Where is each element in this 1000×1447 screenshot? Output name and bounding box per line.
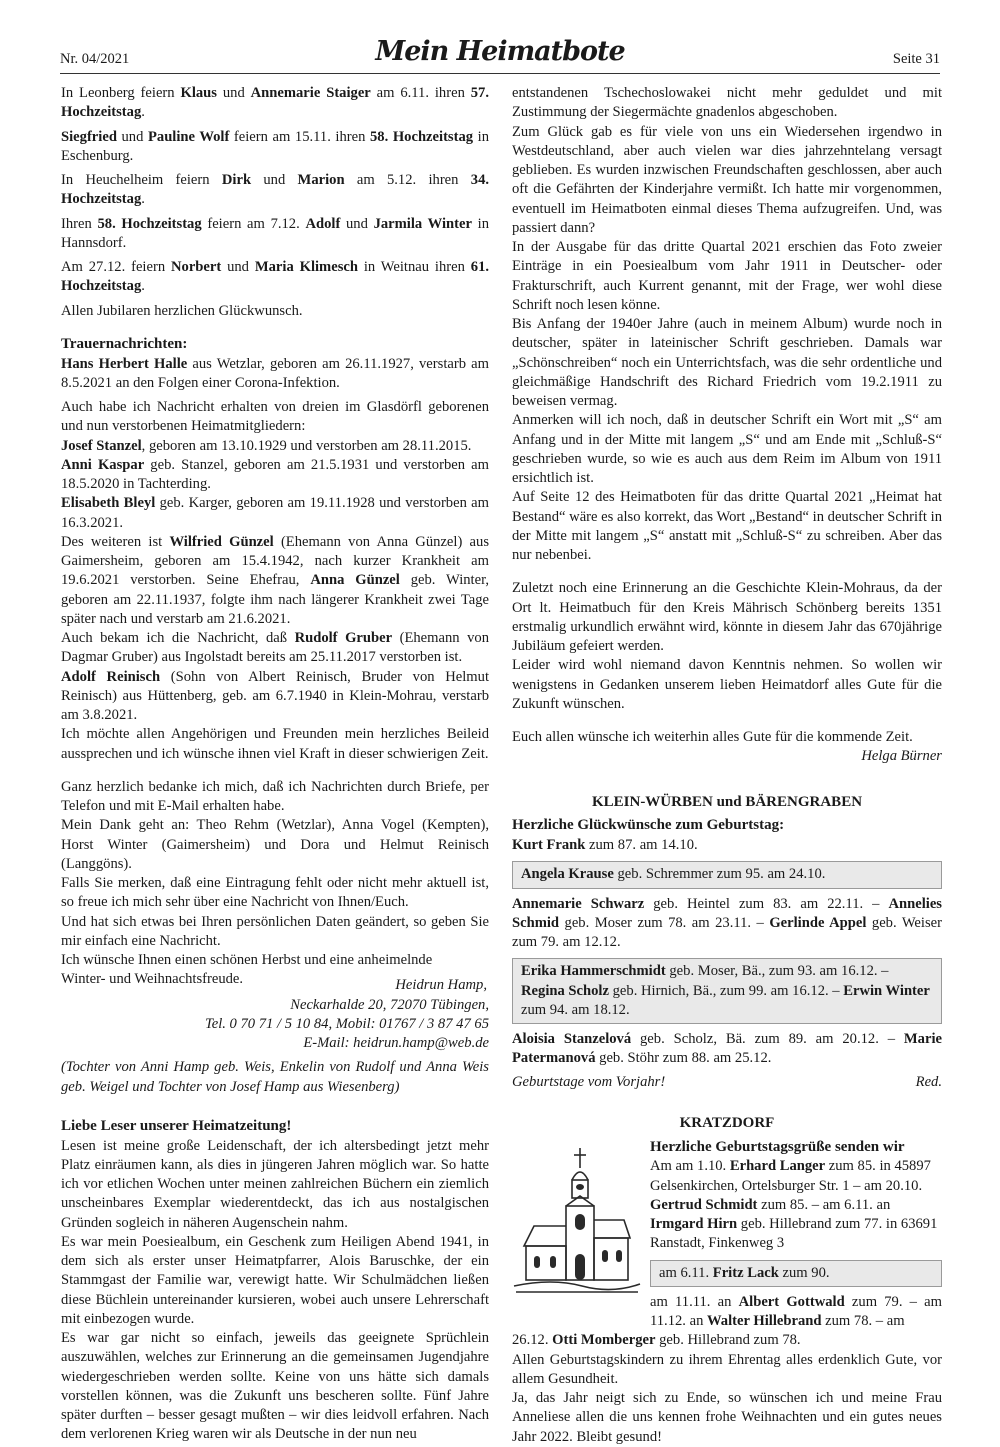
obituaries-heading: Trauernachrichten: xyxy=(61,335,188,352)
article-cont-4: Bis Anfang der 1940er Jahre (auch in meinem Album) wurde noch in deutscher, später in lateinischer Schrift geschrieben. Damals war „Schönschreiben“ noch ein Unterrichtsfach, was die sehr ordentliche und gleichmäßige Handschrift des Richard Friedrich vom 19.2.1911 zu beweisen vermag. xyxy=(512,316,942,409)
season-greeting-end: Winter- und Weihnachtsfreude. xyxy=(61,971,244,988)
birthday-list-1: Annemarie Schwarz geb. Heintel zum 83. am 22.11. – Annelies Schmid geb. Moser zum 78. am 23.11. – Gerlinde Appel geb. Weiser zum 79. am 12.12. xyxy=(512,895,942,951)
article-cont-8: Leider wird wohl niemand davon Kenntnis nehmen. So wollen wir wenigstens in Gedanken unserem lieben Heimatdorf alles Gute für die Zukunft wünschen. xyxy=(512,657,942,712)
thanks-intro: Ganz herzlich bedanke ich mich, daß ich Nachrichten durch Briefe, per Telefon und mit E-Mail erhalten habe. xyxy=(61,778,489,815)
kratzdorf-birthdays-2: am 11.11. an Albert Gottwald zum 79. – am 11.12. an Walter Hillebrand zum 78. – am xyxy=(650,1293,943,1330)
kratzdorf-block xyxy=(512,1138,942,1332)
season-greeting-line xyxy=(61,970,489,995)
birthday-frank: Kurt Frank zum 87. am 14.10. xyxy=(512,837,698,854)
right-column xyxy=(512,84,942,1447)
anniversary-wolf: Siegfried und Pauline Wolf feiern am 15.11. ihren 58. Hochzeitstag in Eschenburg. xyxy=(61,128,490,164)
editor-mark: Red. xyxy=(915,1073,942,1090)
church-icon xyxy=(512,1146,642,1296)
article-cont-7: Zuletzt noch eine Erinnerung an die Geschichte Klein-Mohraus, da der Ort lt. Heimatbuch für den Kreis Mährisch Schönberg bereits 1351 erstmalig urkundlich erwähnt wird, könnte in diesem Jahr das 670jährige Jubiläum gefeiert werden. xyxy=(512,580,942,654)
obituary-reinisch: Adolf Reinisch (Sohn von Albert Reinisch, Bruder von Helmut Reinisch) aus Hüttenberg, geb. am 6.7.1940 in Klein-Mohrau, verstarb am 3.8.2021. xyxy=(61,668,490,724)
page-number: Seite 31 xyxy=(892,51,940,67)
obituary-guenzel: Des weiteren ist Wilfried Günzel (Ehemann von Anna Günzel) aus Gaimersheim, geboren am 15.4.1942, nach kurzer Krankheit am 19.6.2021 verstorben. Seine Ehefrau, Anna Günzel geb. Winter, geboren am 22.11.1937, folgte ihm nach längerer Krankheit zwei Tage später nach und verstarb am 21.6.2021. xyxy=(61,533,490,627)
article-cont-5: Anmerken will ich noch, daß in deutscher Schrift ein Wort mit „S“ am Anfang und in der Mitte mit langem „S“ und am Ende mit „Schluß-S“ geschrieben wurde, so wie es auch aus dem Reim im Album von 1911 ersichtlich ist. xyxy=(512,412,942,486)
article-cont-2: Zum Glück gab es für viele von uns ein Wiedersehen irgendwo in Westdeutschland, aber auch vielen war dies jahrzehntelang versagt geblieben. Es wurden inzwischen Freundschaften geschlossen, aber auch oft die Gefährten der Kinderjahre vermißt. Ich hatte mir vorgenommen, eventuell im Heimatboten einmal dieses Thema aufzugreifen. Und, was passiert dann? xyxy=(512,123,942,236)
signature-phone: Tel. 0 70 71 / 5 10 84, Mobil: 01767 / 3 87 47 65 xyxy=(204,1015,489,1032)
readers-heading: Liebe Leser unserer Heimatzeitung! xyxy=(61,1117,292,1134)
signature-address: Neckarhalde 20, 72070 Tübingen, xyxy=(290,996,489,1013)
obituary-kaspar: Anni Kaspar geb. Stanzel, geboren am 21.5.1931 und verstorben am 18.5.2020 in Tachterding. xyxy=(61,456,489,493)
birthday-box-krause: Angela Krause geb. Schremmer zum 95. am 24.10. xyxy=(512,861,942,888)
signature-note: (Tochter von Anni Hamp geb. Weis, Enkelin von Rudolf und Anna Weis geb. Weigel und Tochter von Josef Hamp aus Wiesenberg) xyxy=(61,1059,489,1095)
birthday-box-lack: am 6.11. Fritz Lack zum 90. xyxy=(650,1260,942,1287)
readers-paragraph-3: Es war gar nicht so einfach, jeweils das geeignete Sprüchlein auszuwählen, welches zur Erinnerung an die gemeinsamen Jugendjahre wiedergeschrieben werden sollte. Keine von uns hätte sich damals vorstellen können, was die Zukunft uns bescheren sollte. Fünf Jahre später durften – besser gesagt mußten – wir dies leidvoll erfahren. Nach dem verlorenen Krieg waren wir als Deutsche in der nun neu xyxy=(61,1330,489,1443)
article-cont-3: In der Ausgabe für das dritte Quartal 2021 erschien das Foto zweier Einträge in ein Poesiealbum vom Jahr 1911 in Deutscher- oder Frakturschrift, auch Kurrent genannt, mit der Frage, wer wohl diese Schrift noch lesen könne. xyxy=(512,239,942,313)
kleinwuerben-heading: KLEIN-WÜRBEN und BÄRENGRABEN xyxy=(591,793,863,810)
anniversary-winter: Ihren 58. Hochzeitstag feiern am 7.12. Adolf und Jarmila Winter in Hannsdorf. xyxy=(61,215,489,251)
anniversary-dirk-marion: In Heuchelheim feiern Dirk und Marion am 5.12. ihren 34. Hochzeitstag. xyxy=(61,172,490,208)
anniversary-klimesch: Am 27.12. feiern Norbert und Maria Klimesch in Weitnau ihren 61. Hochzeitstag. xyxy=(61,259,490,295)
kleinwuerben-footer xyxy=(512,1073,942,1092)
kratzdorf-season-greeting: Ja, das Jahr neigt sich zu Ende, so wünschen ich und meine Frau Anneliese allen die uns kennen frohe Weihnachten und ein gutes neues Jahr 2022. Bleibt gesund! xyxy=(512,1390,942,1445)
condolence: Ich möchte allen Angehörigen und Freunden mein herzliches Beileid aussprechen und ich wünsche ihnen viel Kraft in dieser schwierigen Zeit. xyxy=(61,726,489,762)
kratzdorf-wishes: Allen Geburtstagskindern zu ihrem Ehrentag alles erdenklich Gute, vor allem Gesundheit. xyxy=(512,1351,942,1387)
birthday-box-hammerschmidt: Erika Hammerschmidt geb. Moser, Bä., zum 93. am 16.12. – Regina Scholz geb. Hirnich, Bä., zum 99. am 16.12. – Erwin Winter zum 94. am 18.12. xyxy=(512,958,942,1024)
readers-paragraph-1: Lesen ist meine große Leidenschaft, der ich altersbedingt jetzt mehr Platz einräumen kann, als dies in jüngeren Jahren möglich war. So hatte ich vor etlichen Wochen unter meinen zahlreichen Büchern ein ziemlich unscheinbares Exemplar wiederentdeckt, das ich aus nostalgischen Gründen sogleich in näheren Augenschein nahm. xyxy=(61,1137,489,1231)
article-author: Helga Bürner xyxy=(861,748,942,765)
obituary-halle: Hans Herbert Halle aus Wetzlar, geboren am 26.11.1927, verstarb am 8.5.2021 an den Folgen einer Corona-Infektion. xyxy=(61,355,489,391)
article-cont-6: Auf Seite 12 des Heimatboten für das dritte Quartal 2021 „Heimat hat Bestand“ wäre es also korrekt, das Wort „Bestand“ in deutscher Schrift in der Mitte mit langem „S“ anstatt mit „Schluß-S“ zu schreiben. Aber das nur nebenbei. xyxy=(512,489,942,563)
thanks-update: Und hat sich etwas bei Ihren persönlichen Daten geändert, so geben Sie mir einfach eine Nachricht. xyxy=(61,913,489,949)
previous-year-note: Geburtstage vom Vorjahr! xyxy=(512,1073,666,1090)
obituary-intro: Auch habe ich Nachricht erhalten von dreien im Glasdörfl geborenen und nun verstorbenen Heimatmitgliedern: xyxy=(61,399,489,435)
obituary-gruber: Auch bekam ich die Nachricht, daß Rudolf Gruber (Ehemann von Dagmar Gruber) aus Ingolstadt bereits am 25.11.2017 verstorben ist. xyxy=(61,630,489,666)
season-greeting: Ich wünsche Ihnen einen schönen Herbst und eine anheimelnde xyxy=(61,952,433,969)
article-closing: Euch allen wünsche ich weiterhin alles Gute für die kommende Zeit. xyxy=(512,729,913,745)
header-rule xyxy=(60,73,940,74)
obituary-bleyl: Elisabeth Bleyl geb. Karger, geboren am 19.11.1928 und verstorben am 16.3.2021. xyxy=(61,495,490,531)
anniversary-staiger: In Leonberg feiern Klaus und Annemarie Staiger am 6.11. ihren 57. Hochzeitstag. xyxy=(61,85,489,121)
thanks-list: Mein Dank geht an: Theo Rehm (Wetzlar), Anna Vogel (Kempten), Horst Winter (Gaimersheim) und Dora und Helmut Reinisch (Langgöns). xyxy=(61,817,489,872)
signature-name: Heidrun Hamp, xyxy=(395,977,487,994)
kratzdorf-birthdays-3: 26.12. Otti Momberger geb. Hillebrand zum 78. xyxy=(512,1332,801,1349)
kratzdorf-heading: KRATZDORF xyxy=(679,1114,775,1131)
issue-number: Nr. 04/2021 xyxy=(60,51,130,67)
obituary-stanzel: Josef Stanzel, geboren am 13.10.1929 und verstorben am 28.11.2015. xyxy=(61,437,472,454)
kratzdorf-birthdays: Am am 1.10. Erhard Langer zum 85. in 45897 Gelsenkirchen, Ortelsburger Str. 1 – am 20.10. Gertrud Schmidt zum 85. – am 6.11. an Irmgard Hirn geb. Hillebrand zum 77. in 63691 Ranstadt, Finkenweg 3 xyxy=(650,1158,938,1252)
left-column xyxy=(61,84,489,1445)
readers-paragraph-2: Es war mein Poesiealbum, ein Geschenk zum Heiligen Abend 1941, in dem sich als erster unser Heimatpfarrer, Alois Baruschke, der ein Stammgast der Familie war, verewigt hatte. Wir Schulmädchen ließen diese Büchlein untereinander kursieren, wobei auch unsere Lehrerschaft mit einbezogen wurde. xyxy=(61,1233,489,1327)
kratzdorf-subheading: Herzliche Geburtstagsgrüße senden wir xyxy=(650,1138,905,1155)
birthday-list-2: Aloisia Stanzelová geb. Scholz, Bä. zum 89. am 20.12. – Marie Patermanová geb. Stöhr zum 88. am 25.12. xyxy=(512,1031,942,1067)
kleinwuerben-subheading: Herzliche Glückwünsche zum Geburtstag: xyxy=(512,817,785,834)
article-cont-1: entstandenen Tschechoslowakei nicht mehr geduldet und mit Zustimmung der Siegermächte gnadenlos abgeschoben. xyxy=(512,85,942,121)
masthead-logo: Mein Heimatbote xyxy=(375,36,625,67)
thanks-request: Falls Sie merken, daß eine Eintragung fehlt oder nicht mehr aktuell ist, so freue ich mich sehr über eine Nachricht von Ihnen/Euch. xyxy=(61,875,489,911)
jubilee-greeting: Allen Jubilaren herzlichen Glückwunsch. xyxy=(61,302,303,319)
signature-email: E-Mail: heidrun.hamp@web.de xyxy=(303,1035,489,1052)
